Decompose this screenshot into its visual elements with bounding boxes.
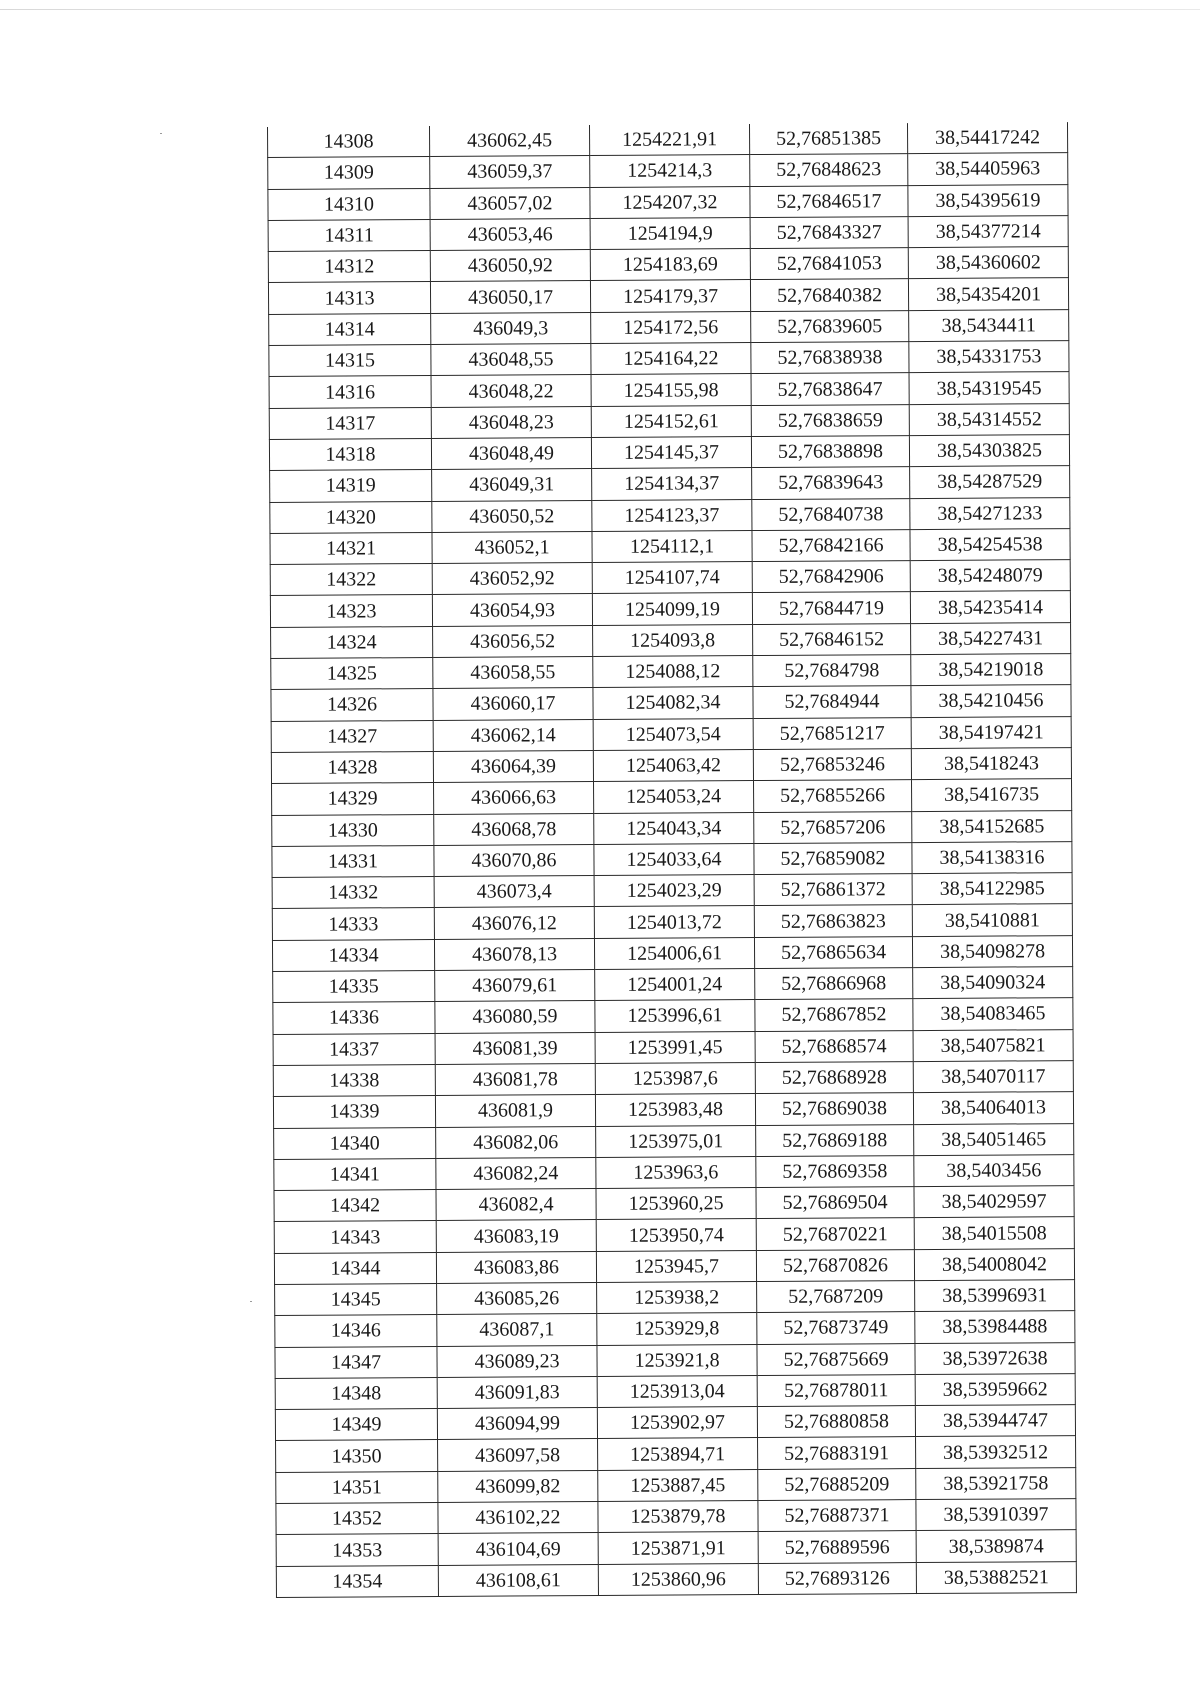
cell-lon: 38,5416735 [911,779,1071,811]
cell-x: 436060,17 [433,688,593,720]
cell-y: 1253871,91 [598,1532,758,1564]
cell-lon: 38,54395619 [908,184,1068,216]
cell-lat: 52,76869038 [755,1093,913,1125]
cell-x: 436082,06 [436,1126,596,1158]
cell-point: 14350 [276,1440,438,1472]
cell-y: 1254001,24 [595,969,755,1001]
cell-lon: 38,54090324 [913,967,1073,999]
cell-lat: 52,76846152 [753,623,911,655]
cell-y: 1254073,54 [593,718,753,750]
cell-lon: 38,54248079 [910,560,1070,592]
cell-lat: 52,76853246 [753,749,911,781]
cell-lon: 38,54210456 [911,685,1071,717]
cell-lon: 38,54314552 [909,403,1069,435]
cell-y: 1253913,04 [597,1375,757,1407]
table-row [269,403,1069,439]
cell-x: 436081,39 [435,1032,595,1064]
cell-y: 1253950,74 [596,1219,756,1251]
cell-lon: 38,54417242 [907,122,1067,154]
cell-point: 14325 [271,658,433,690]
table-row [272,810,1072,846]
table-row [268,247,1068,283]
cell-point: 14343 [274,1221,436,1253]
cell-x: 436050,17 [430,281,590,313]
cell-lat: 52,76841053 [750,248,908,280]
cell-y: 1253996,61 [595,1000,755,1032]
table-row [275,1280,1075,1316]
cell-y: 1254099,19 [592,593,752,625]
cell-point: 14311 [268,219,430,251]
cell-lat: 52,76889596 [758,1531,916,1563]
cell-lon: 38,54015508 [914,1217,1074,1249]
cell-y: 1253860,96 [598,1563,758,1595]
cell-point: 14308 [268,126,430,158]
cell-point: 14346 [275,1315,437,1347]
cell-x: 436068,78 [434,813,594,845]
cell-lat: 52,76861372 [754,874,912,906]
cell-y: 1254179,37 [590,280,750,312]
cell-lat: 52,76851217 [753,717,911,749]
cell-point: 14340 [274,1127,436,1159]
cell-lat: 52,76867852 [755,999,913,1031]
table-row [276,1530,1076,1566]
cell-x: 436048,49 [431,437,591,469]
table-row [275,1311,1075,1347]
cell-lat: 52,76839643 [752,467,910,499]
cell-y: 1254152,61 [591,405,751,437]
cell-lon: 38,54405963 [908,153,1068,185]
cell-y: 1253991,45 [595,1031,755,1063]
table-row [273,1029,1073,1065]
cell-lon: 38,54331753 [909,341,1069,373]
cell-x: 436058,55 [433,657,593,689]
cell-x: 436081,78 [435,1063,595,1095]
table-row [271,654,1071,690]
cell-lon: 38,54122985 [912,873,1072,905]
cell-x: 436082,24 [436,1157,596,1189]
cell-y: 1253894,71 [598,1438,758,1470]
table-row [276,1561,1076,1597]
cell-point: 14317 [269,407,431,439]
cell-y: 1254033,64 [594,843,754,875]
cell-point: 14314 [269,313,431,345]
scan-speck [250,1301,252,1302]
cell-lon: 38,54083465 [913,998,1073,1030]
cell-lat: 52,76878011 [757,1374,915,1406]
cell-lat: 52,76870826 [756,1249,914,1281]
cell-x: 436048,22 [431,375,591,407]
cell-lat: 52,76838647 [751,373,909,405]
cell-lat: 52,76844719 [752,592,910,624]
cell-y: 1253987,6 [595,1062,755,1094]
cell-y: 1254194,9 [590,217,750,249]
cell-lat: 52,76883191 [758,1437,916,1469]
table-row [270,528,1070,564]
cell-x: 436059,37 [430,156,590,188]
cell-point: 14309 [268,157,430,189]
table-row [269,435,1069,471]
table-row [269,372,1069,408]
table-row [276,1499,1076,1535]
cell-x: 436048,23 [431,406,591,438]
cell-lat: 52,76887371 [758,1500,916,1532]
cell-y: 1254023,29 [594,875,754,907]
cell-lat: 52,76869188 [756,1124,914,1156]
cell-y: 1254123,37 [592,499,752,531]
cell-point: 14313 [268,282,430,314]
cell-lon: 38,53921758 [916,1467,1076,1499]
table-row [272,841,1072,877]
cell-x: 436052,1 [432,531,592,563]
cell-lat: 52,7684798 [753,655,911,687]
cell-lon: 38,54354201 [908,278,1068,310]
cell-lon: 38,54377214 [908,215,1068,247]
cell-lon: 38,53910397 [916,1499,1076,1531]
cell-lon: 38,54287529 [910,466,1070,498]
table-row [271,716,1071,752]
cell-y: 1253963,6 [596,1156,756,1188]
cell-point: 14322 [270,564,432,596]
table-row [275,1405,1075,1441]
cell-y: 1254107,74 [592,562,752,594]
cell-x: 436076,12 [434,907,594,939]
cell-lon: 38,5410881 [912,904,1072,936]
cell-lon: 38,54138316 [912,841,1072,873]
cell-y: 1254155,98 [591,374,751,406]
cell-lon: 38,54051465 [914,1123,1074,1155]
cell-point: 14323 [270,595,432,627]
cell-lon: 38,54360602 [908,247,1068,279]
cell-point: 14352 [276,1503,438,1535]
cell-x: 436083,86 [436,1251,596,1283]
cell-lon: 38,5389874 [916,1530,1076,1562]
cell-point: 14348 [275,1377,437,1409]
cell-x: 436083,19 [436,1220,596,1252]
cell-y: 1254221,91 [589,124,749,156]
table-row [271,748,1071,784]
cell-y: 1254207,32 [590,186,750,218]
cell-point: 14310 [268,188,430,220]
cell-lon: 38,53932512 [916,1436,1076,1468]
cell-point: 14349 [275,1409,437,1441]
cell-lon: 38,53984488 [915,1311,1075,1343]
cell-point: 14331 [272,845,434,877]
cell-y: 1254112,1 [592,530,752,562]
cell-lat: 52,76848623 [750,154,908,186]
cell-y: 1253902,97 [597,1407,757,1439]
coordinates-table [267,122,1077,1598]
table-row [269,341,1069,377]
table-row [270,497,1070,533]
cell-x: 436064,39 [433,750,593,782]
table-row [268,122,1068,158]
table-row [270,560,1070,596]
cell-point: 14345 [275,1283,437,1315]
cell-point: 14318 [269,438,431,470]
cell-point: 14341 [274,1158,436,1190]
cell-y: 1254006,61 [594,937,754,969]
cell-lat: 52,76868928 [755,1061,913,1093]
cell-y: 1254164,22 [591,343,751,375]
cell-lon: 38,54029597 [914,1186,1074,1218]
cell-point: 14326 [271,689,433,721]
cell-lat: 52,76840738 [752,498,910,530]
table-row [272,779,1072,815]
table-row [273,1092,1073,1128]
cell-lon: 38,54064013 [913,1092,1073,1124]
table-row [268,153,1068,189]
table-row [268,184,1068,220]
cell-lon: 38,53959662 [915,1373,1075,1405]
cell-lon: 38,5403456 [914,1154,1074,1186]
cell-x: 436073,4 [434,876,594,908]
cell-y: 1253879,78 [598,1501,758,1533]
cell-lon: 38,54098278 [912,935,1072,967]
scan-speck [160,133,162,134]
cell-lon: 38,54227431 [911,622,1071,654]
cell-lat: 52,7684944 [753,686,911,718]
cell-lon: 38,5434411 [909,309,1069,341]
cell-x: 436104,69 [438,1533,598,1565]
cell-lat: 52,76869358 [756,1155,914,1187]
cell-x: 436087,1 [437,1314,597,1346]
cell-x: 436089,23 [437,1345,597,1377]
cell-lat: 52,76838898 [751,436,909,468]
cell-lon: 38,54303825 [909,435,1069,467]
cell-x: 436050,52 [432,500,592,532]
table-row [274,1217,1074,1253]
cell-lon: 38,54075821 [913,1029,1073,1061]
cell-y: 1254172,56 [591,311,751,343]
cell-lat: 52,76893126 [758,1562,916,1594]
cell-lat: 52,76859082 [754,842,912,874]
cell-lat: 52,76870221 [756,1218,914,1250]
table-row [274,1186,1074,1222]
cell-lon: 38,54271233 [910,497,1070,529]
cell-y: 1253983,48 [595,1094,755,1126]
cell-lat: 52,76838938 [751,342,909,374]
cell-lat: 52,7687209 [757,1281,915,1313]
cell-x: 436097,58 [438,1439,598,1471]
cell-y: 1254088,12 [593,656,753,688]
cell-lat: 52,76843327 [750,216,908,248]
cell-y: 1253938,2 [597,1282,757,1314]
table-row [272,873,1072,909]
cell-lat: 52,76880858 [757,1406,915,1438]
cell-y: 1254183,69 [590,249,750,281]
cell-point: 14327 [271,720,433,752]
table-row [269,309,1069,345]
cell-lat: 52,76842166 [752,529,910,561]
cell-y: 1253975,01 [596,1125,756,1157]
cell-lat: 52,76869504 [756,1187,914,1219]
cell-lon: 38,54219018 [911,654,1071,686]
cell-x: 436082,4 [436,1189,596,1221]
cell-lon: 38,54070117 [913,1060,1073,1092]
cell-y: 1254093,8 [593,624,753,656]
cell-y: 1254063,42 [593,749,753,781]
cell-x: 436066,63 [434,782,594,814]
cell-point: 14329 [272,783,434,815]
cell-x: 436094,99 [437,1408,597,1440]
cell-point: 14319 [270,470,432,502]
cell-x: 436054,93 [432,594,592,626]
cell-x: 436056,52 [433,625,593,657]
cell-lat: 52,76885209 [758,1468,916,1500]
cell-lon: 38,54008042 [914,1248,1074,1280]
cell-lat: 52,76873749 [757,1312,915,1344]
cell-lon: 38,54235414 [910,591,1070,623]
cell-lat: 52,76865634 [754,936,912,968]
cell-lon: 38,54152685 [912,810,1072,842]
cell-x: 436048,55 [431,344,591,376]
cell-lat: 52,76863823 [754,905,912,937]
cell-x: 436062,14 [433,719,593,751]
table-row [275,1342,1075,1378]
table-row [268,215,1068,251]
cell-point: 14339 [273,1096,435,1128]
cell-lon: 38,5418243 [911,748,1071,780]
cell-point: 14335 [273,971,435,1003]
cell-point: 14312 [268,251,430,283]
cell-lon: 38,53882521 [916,1561,1076,1593]
scan-edge-line [0,9,1200,10]
cell-lat: 52,76846517 [750,185,908,217]
table-row [272,935,1072,971]
cell-lat: 52,76857206 [754,811,912,843]
cell-x: 436078,13 [434,938,594,970]
table-row [270,466,1070,502]
cell-point: 14330 [272,814,434,846]
cell-x: 436080,59 [435,1001,595,1033]
table-row [271,622,1071,658]
cell-point: 14324 [271,626,433,658]
cell-point: 14333 [272,908,434,940]
table-row [271,685,1071,721]
cell-lat: 52,76875669 [757,1343,915,1375]
table-row [276,1436,1076,1472]
cell-lon: 38,53944747 [915,1405,1075,1437]
cell-point: 14351 [276,1471,438,1503]
cell-point: 14315 [269,345,431,377]
table-row [273,1060,1073,1096]
cell-x: 436049,31 [432,469,592,501]
cell-lon: 38,54254538 [910,528,1070,560]
cell-x: 436099,82 [438,1470,598,1502]
table-row [274,1154,1074,1190]
cell-point: 14342 [274,1190,436,1222]
cell-x: 436052,92 [432,563,592,595]
cell-y: 1253921,8 [597,1344,757,1376]
cell-y: 1254013,72 [594,906,754,938]
cell-lat: 52,76855266 [754,780,912,812]
cell-lat: 52,76851385 [749,123,907,155]
cell-x: 436049,3 [431,312,591,344]
cell-point: 14344 [274,1252,436,1284]
coordinates-table-body [268,122,1077,1597]
table-row [273,998,1073,1034]
cell-y: 1254082,34 [593,687,753,719]
cell-y: 1254214,3 [590,155,750,187]
table-row [275,1373,1075,1409]
cell-x: 436081,9 [435,1095,595,1127]
cell-point: 14316 [269,376,431,408]
cell-y: 1253945,7 [596,1250,756,1282]
cell-y: 1254053,24 [594,781,754,813]
table-row [274,1123,1074,1159]
cell-lat: 52,76866968 [755,968,913,1000]
cell-point: 14321 [270,532,432,564]
cell-point: 14337 [273,1033,435,1065]
cell-y: 1253960,25 [596,1188,756,1220]
cell-point: 14347 [275,1346,437,1378]
cell-lon: 38,53996931 [915,1280,1075,1312]
cell-lat: 52,76868574 [755,1030,913,1062]
cell-y: 1254145,37 [591,437,751,469]
cell-x: 436057,02 [430,187,590,219]
cell-x: 436070,86 [434,844,594,876]
table-row [272,904,1072,940]
cell-y: 1254043,34 [594,812,754,844]
cell-x: 436085,26 [437,1282,597,1314]
cell-lon: 38,54319545 [909,372,1069,404]
cell-point: 14328 [271,751,433,783]
cell-lon: 38,53972638 [915,1342,1075,1374]
table-row [268,278,1068,314]
cell-point: 14353 [276,1534,438,1566]
cell-lat: 52,76842906 [752,561,910,593]
cell-x: 436091,83 [437,1376,597,1408]
cell-x: 436062,45 [429,125,589,157]
table-row [270,591,1070,627]
cell-x: 436050,92 [430,250,590,282]
cell-lat: 52,76840382 [750,279,908,311]
cell-point: 14354 [276,1565,438,1597]
cell-lat: 52,76839605 [751,310,909,342]
cell-y: 1254134,37 [592,468,752,500]
cell-point: 14332 [272,877,434,909]
table-row [273,967,1073,1003]
cell-point: 14320 [270,501,432,533]
table-row [276,1467,1076,1503]
cell-x: 436079,61 [435,970,595,1002]
cell-lon: 38,54197421 [911,716,1071,748]
cell-x: 436053,46 [430,218,590,250]
cell-point: 14336 [273,1002,435,1034]
cell-y: 1253887,45 [598,1469,758,1501]
cell-y: 1253929,8 [597,1313,757,1345]
cell-x: 436108,61 [438,1564,598,1596]
cell-point: 14338 [273,1064,435,1096]
table-row [274,1248,1074,1284]
cell-point: 14334 [272,939,434,971]
cell-lat: 52,76838659 [751,404,909,436]
cell-x: 436102,22 [438,1502,598,1534]
